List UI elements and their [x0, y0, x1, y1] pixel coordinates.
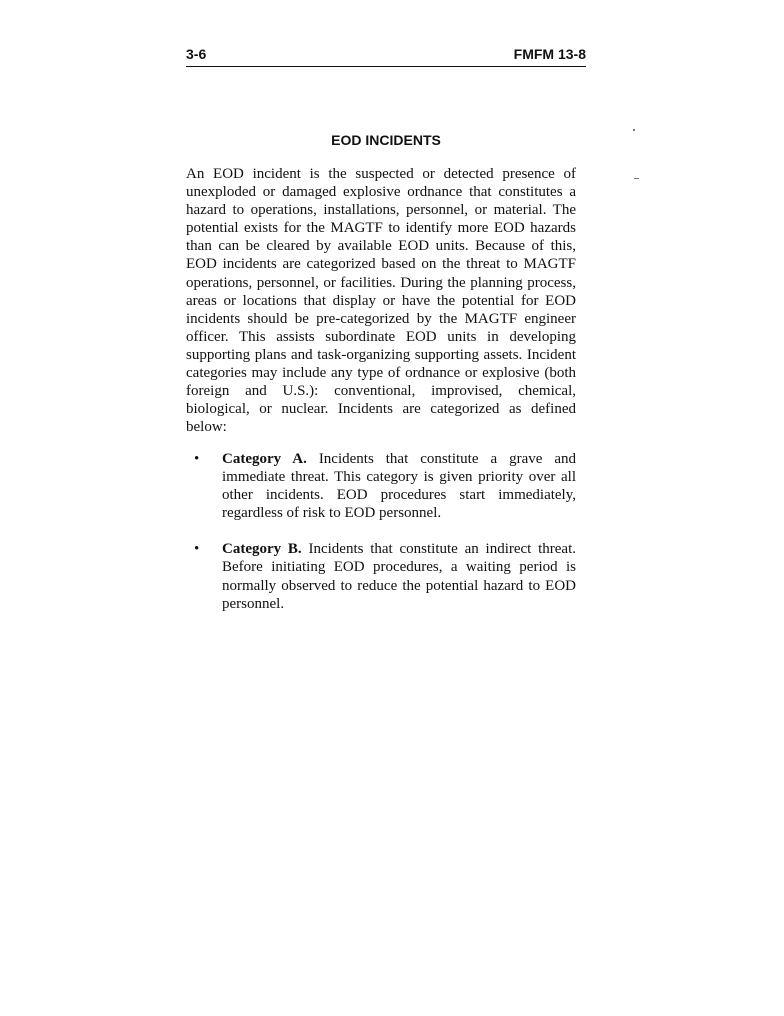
page-header	[186, 46, 586, 68]
intro-paragraph: An EOD incident is the suspected or detected presence of unexploded or damaged explosive ordnance that constitutes a hazard to operations, installations, personnel, or material. The potential exists for the MAGTF to identify more EOD hazards than can be cleared by available EOD units. Because of this, EOD incidents are categorized based on the threat to MAGTF operations, personnel, or facilities. During the planning process, areas or locations that display or have the potential for EOD incidents should be pre-categorized by the MAGTF engineer officer. This assists subordinate EOD units in developing supporting plans and task-organizing supporting assets. Incident categories may include any type of ordnance or explosive (both foreign and U.S.): conventional, improvised, chemical, biological, or nuclear. Incidents are categorized as defined below:	[186, 166, 576, 436]
header-rule	[186, 66, 586, 67]
scan-speck	[633, 129, 635, 131]
category-b-text: Incidents that constitute an indirect threat. Before initiating EOD procedures, a waiting period is normally observed to reduce the potential hazard to EOD personnel.	[222, 541, 577, 612]
page-number: 3-6	[186, 46, 207, 62]
category-b-item	[186, 540, 576, 612]
bullet-icon: •	[194, 451, 200, 467]
category-a-text: Incidents that constitute a grave and immediate threat. This category is given priority over all other incidents. EOD procedures start immediately, regardless of risk to EOD personnel.	[222, 451, 576, 522]
document-id: FMFM 13-8	[513, 46, 586, 62]
category-a-item	[186, 450, 576, 522]
category-list	[186, 450, 576, 631]
bullet-icon: •	[194, 541, 200, 558]
scan-speck	[634, 178, 639, 179]
category-b-term: Category B.	[222, 541, 302, 558]
section-title: EOD INCIDENTS	[331, 132, 441, 148]
category-a-term: Category A.	[222, 451, 307, 467]
